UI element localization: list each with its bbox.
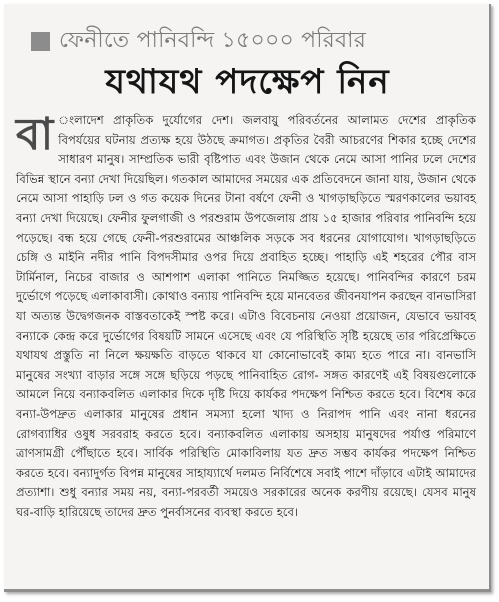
shoulder-heading bbox=[31, 24, 366, 58]
square-bullet-icon bbox=[31, 32, 50, 51]
article-body bbox=[16, 111, 476, 522]
editorial-clipping bbox=[4, 4, 491, 592]
drop-cap: বা bbox=[16, 109, 54, 160]
editorial-headline: যথাযথ পদক্ষেপ নিন bbox=[105, 62, 390, 102]
shoulder-heading-text: ফেনীতে পানিবন্দি ১৫০০০ পরিবার bbox=[59, 27, 367, 53]
article-body-text: ংলাদেশ প্রাকৃতিক দুর্যোগের দেশ। জলবায়ু পরিবর্তনের আলামত দেশের প্রাকৃতিক বিপর্যয়ের ঘটনায় প্রত্যক্ষ হয়ে উঠছে ক্রমাগত। প্রকৃতির বৈরী আচরণের শিকার হচ্ছে দেশের সাধারণ মানুষ। সাম্প্রতিক ভারী বৃষ্টিপাত এবং উজান থেকে নেমে আসা পানির ঢলে দেশের বিভিন্ন স্থানে বন্যা দেখা দিয়েছিল। গতকাল আমাদের সময়ের এক প্রতিবেদনে জানা যায়, উজান থেকে নেমে আসা পাহাড়ি ঢল ও গত কয়েক দিনের টানা বর্ষণে ফেনী ও খাগড়াছড়িতে স্মরণকালের ভয়াবহ বন্যা দেখা দিয়েছে। ফেনীর ফুলগাজী ও পরশুরাম উপজেলায় প্রায় ১৫ হাজার পরিবার পানিবন্দি হয়ে পড়েছে। বন্ধ হয়ে গেছে ফেনী-পরশুরামের আঞ্চলিক সড়কে সব ধরনের যোগাযোগ। খাগড়াছড়িতে চেঙ্গি ও মাইনি নদীর পানি বিপদসীমার ওপর দিয়ে প্রবাহিত হচ্ছে। পাহাড়ি এই শহরের পৌর বাস টার্মিনাল, নিচের বাজার ও আশপাশ এলাকা পানিতে নিমজ্জিত হয়েছে। পানিবন্দির কারণে চরম দুর্ভোগে পড়েছে এলাকাবাসী। কোথাও বন্যায় পানিবন্দি হয়ে মানবেতর জীবনযাপন করছেন বানভাসিরা যা অত্যন্ত উদ্বেগজনক বাস্তবতাকেই স্পষ্ট করে। এটাও বিবেচনায় নেওয়া প্রয়োজন, যেভাবে ভয়াবহ বন্যাকে কেন্দ্র করে দুর্ভোগের বিষয়টি সামনে এসেছে এবং যে পরিস্থিতি সৃষ্টি হয়েছে তার পরিপ্রেক্ষিতে যথাযথ প্রস্তুতি না নিলে ক্ষয়ক্ষতি বাড়তে থাকবে যা কোনোভাবেই কাম্য হতে পারে না। বানভাসি মানুষের সংখ্যা বাড়ার সঙ্গে সঙ্গে ছড়িয়ে পড়ছে পানিবাহিত রোগ- সঙ্গত কারণেই এই বিষয়গুলোকে আমলে নিয়ে বন্যাকবলিত এলাকার দিকে দৃষ্টি দিয়ে কার্যকর পদক্ষেপ নিশ্চিত করতে হবে। বিশেষ করে বন্যা-উপদ্রুত এলাকার মানুষের প্রধান সমস্যা হলো খাদ্য ও নিরাপদ পানি এবং নানা ধরনের রোগব্যাধির ওষুধ সরবরাহ করতে হবে। বন্যাকবলিত এলাকায় অসহায় মানুষদের পর্যাপ্ত পরিমাণে ত্রাণসামগ্রী পৌঁছাতে হবে। সার্বিক পরিস্থিতি মোকাবিলায় যত দ্রুত সম্ভব কার্যকর পদক্ষেপ নিশ্চিত করতে হবে। বন্যাদুর্গত বিপন্ন মানুষের সাহায্যার্থে দলমত নির্বিশেষে সবাই পাশে দাঁড়াবে এটাই আমাদের প্রত্যাশা। শুধু বন্যার সময় নয়, বন্যা-পরবর্তী সময়েও সরকারের অনেক করণীয় রয়েছে। যেসব মানুষ ঘর-বাড়ি হারিয়েছে তাদের দ্রুত পুনর্বাসনের ব্যবস্থা করতে হবে। bbox=[16, 113, 476, 519]
